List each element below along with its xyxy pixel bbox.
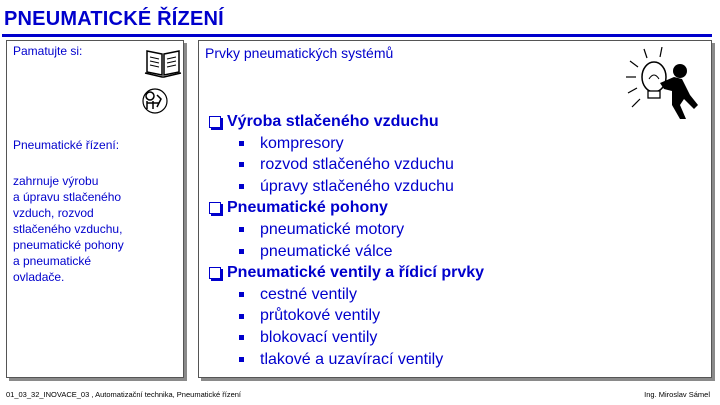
list-item [205,219,484,241]
definition-line: zahrnuje výrobu [13,174,99,188]
list-item-text: úpravy stlačeného vzduchu [260,177,454,195]
list-item [205,133,484,155]
list-item-text: průtokové ventily [260,307,381,325]
checkbox-bullet-icon [209,202,221,214]
square-bullet-icon [239,162,244,167]
list-item-text: rozvod stlačeného vzduchu [260,156,454,174]
list-item [205,241,484,263]
list-heading-text: Výroba stlačeného vzduchu [227,113,439,130]
square-bullet-icon [239,314,244,319]
list-item-text: cestné ventily [260,285,357,303]
list-item-text: tlakové a uzavírací ventily [260,350,444,368]
square-bullet-icon [239,227,244,232]
list-item [205,327,484,349]
list-heading [205,111,484,133]
definition-line: vzduch, rozvod [13,206,94,220]
list-item [205,305,484,327]
list-item-text: pneumatické válce [260,242,393,260]
definition-text [13,173,173,285]
definition-line: pneumatické pohony [13,238,124,252]
list-item-text: kompresory [260,134,344,152]
list-heading [205,262,484,284]
checkbox-bullet-icon [209,116,221,128]
list-heading-text: Pneumatické ventily a řídicí prvky [227,264,485,282]
definition-line: a pneumatické [13,254,92,268]
definition-line: a úpravu stlačeného [13,190,122,204]
definition-line: ovladače. [13,270,65,284]
book-icon [143,45,183,79]
list-item [205,176,484,198]
elements-list [205,111,484,370]
list-item-text: blokovací ventily [260,328,378,346]
page-title: PNEUMATICKÉ ŘÍZENÍ [4,8,224,30]
title-underline [2,34,712,37]
square-bullet-icon [239,184,244,189]
lightbulb-icon [624,47,704,121]
remember-panel [6,40,184,378]
square-bullet-icon [239,335,244,340]
square-bullet-icon [239,357,244,362]
footer-author: Ing. Miroslav Sámel [644,390,710,399]
person-icon [137,79,169,115]
list-item [205,349,484,371]
elements-panel [198,40,712,378]
list-item [205,284,484,306]
checkbox-bullet-icon [209,267,221,279]
definition-line: stlačeného vzduchu, [13,222,123,236]
panel-title: Prvky pneumatických systémů [205,45,394,61]
remember-label: Pamatujte si: [13,44,83,58]
definition-label: Pneumatické řízení: [13,138,120,152]
square-bullet-icon [239,292,244,297]
square-bullet-icon [239,249,244,254]
footer-course-code: 01_03_32_INOVACE_03 , Automatizační technika, Pneumatické řízení [6,390,241,399]
list-heading-text: Pneumatické pohony [227,199,388,217]
list-item-text: pneumatické motory [260,220,405,238]
list-item [205,154,484,176]
list-heading [205,197,484,219]
square-bullet-icon [239,141,244,146]
